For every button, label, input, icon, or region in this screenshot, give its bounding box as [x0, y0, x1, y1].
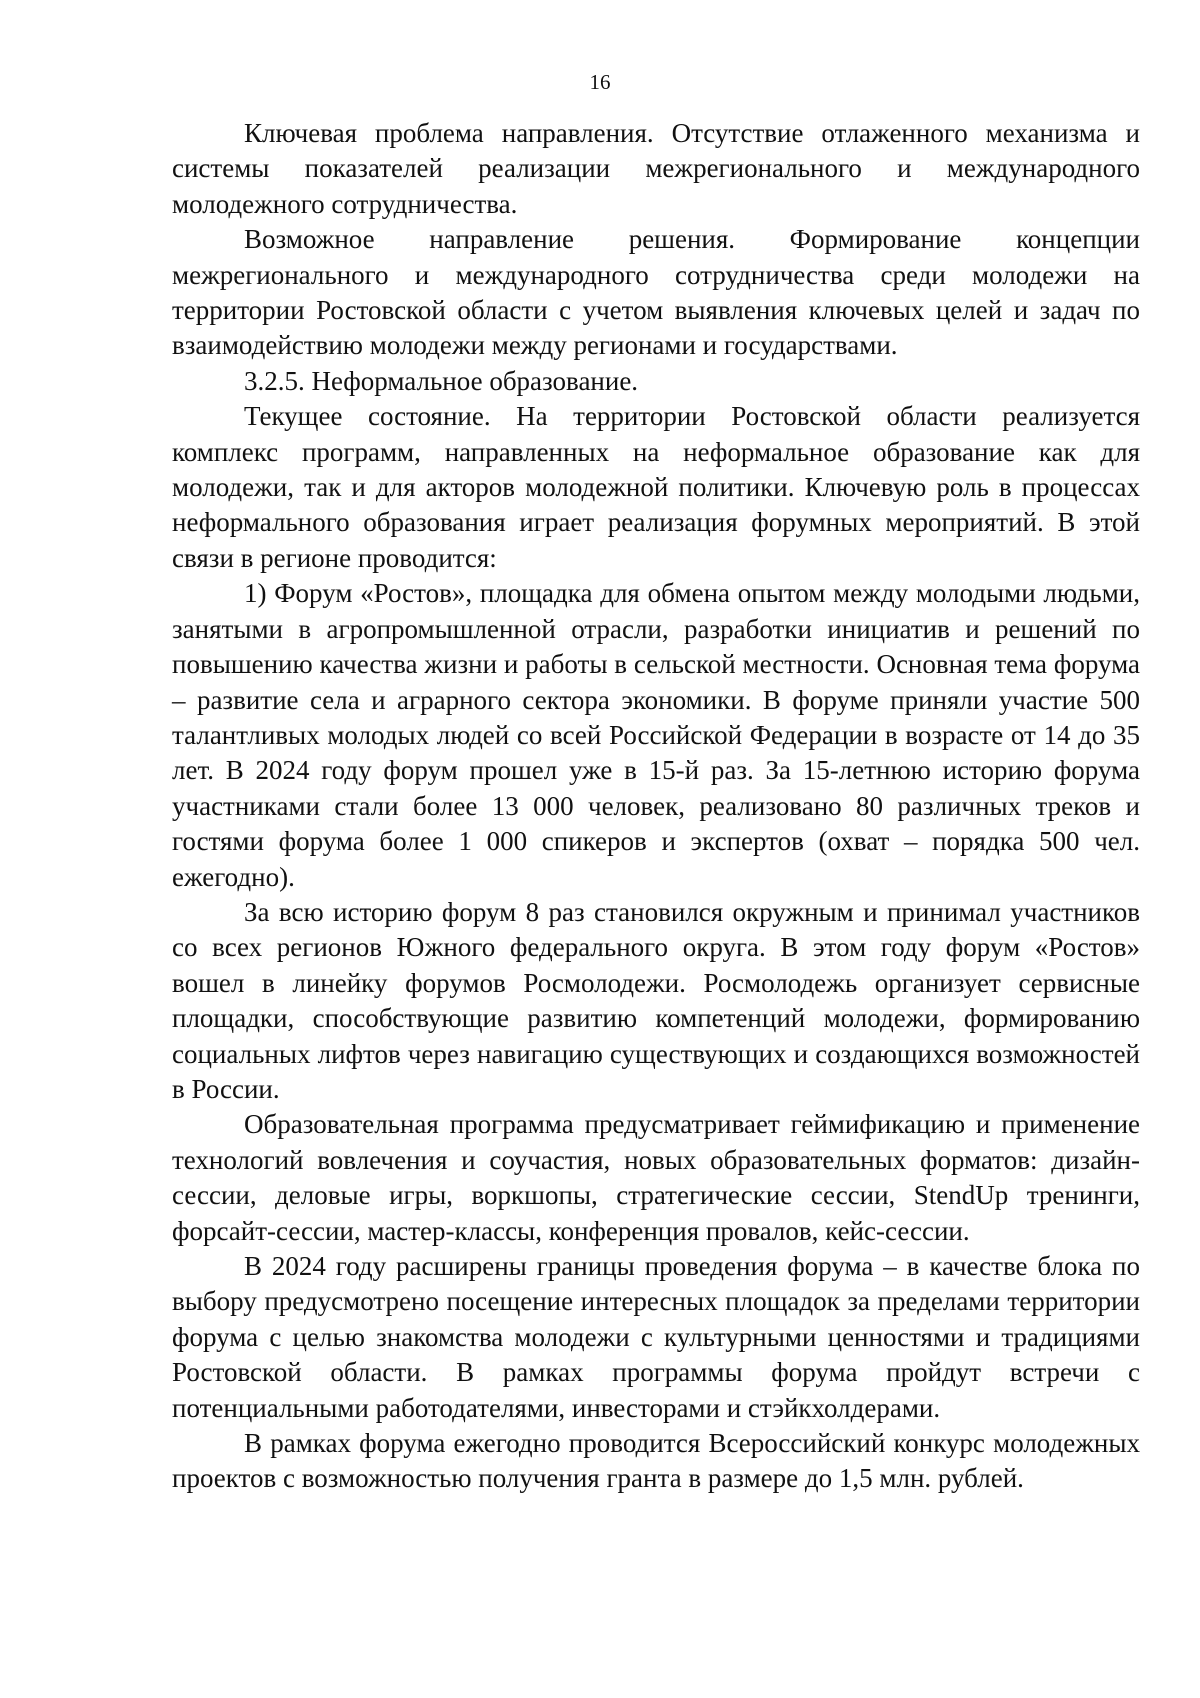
- paragraph-forum-history: За всю историю форум 8 раз становился окружным и принимал участников со всех регионов Южного федерального округа. В этом году форум «Ростов» вошел в линейку форумов Росмолодежи. Росмолодежь организует сервисные площадки, способствующие развитию компетенций молодежи, формированию социальных лифтов через навигацию существующих и создающихся возможностей в России.: [172, 896, 1140, 1104]
- paragraph-key-problem: Ключевая проблема направления. Отсутствие отлаженного механизма и системы показателей реализации межрегионального и международного молодежного сотрудничества.: [172, 118, 1140, 219]
- paragraph-grant-contest: В рамках форума ежегодно проводится Всероссийский конкурс молодежных проектов с возможностью получения гранта в размере до 1,5 млн. рублей.: [172, 1428, 1140, 1494]
- page-number: 16: [589, 70, 611, 94]
- page-body: [172, 116, 1140, 1497]
- list-item-forum-rostov: 1) Форум «Ростов», площадка для обмена опытом между молодыми людьми, занятыми в агропромышленной отрасли, разработки инициатив и решений по повышению качества жизни и работы в сельской местности. Основная тема форума – развитие села и аграрного сектора экономики. В форуме приняли участие 500 талантливых молодых людей со всей Российской Федерации в возрасте от 14 до 35 лет. В 2024 году форум прошел уже в 15-й раз. За 15-летнюю историю форума участниками стали более 13 000 человек, реализовано 80 различных треков и гостями форума более 1 000 спикеров и экспертов (охват – порядка 500 чел. ежегодно).: [172, 578, 1140, 892]
- paragraph-current-state: Текущее состояние. На территории Ростовской области реализуется комплекс программ, направленных на неформальное образование как для молодежи, так и для акторов молодежной политики. Ключевую роль в процессах неформального образования играет реализация форумных мероприятий. В этой связи в регионе проводится:: [172, 401, 1140, 573]
- paragraph-forum-2024: В 2024 году расширены границы проведения форума – в качестве блока по выбору предусмотрено посещение интересных площадок за пределами территории форума с целью знакомства молодежи с культурными ценностями и традициями Ростовской области. В рамках программы форума пройдут встречи с потенциальными работодателями, инвесторами и стэйкхолдерами.: [172, 1251, 1140, 1423]
- section-heading-informal-education: 3.2.5. Неформальное образование.: [244, 365, 639, 396]
- paragraph-educational-program: Образовательная программа предусматривает геймификацию и применение технологий вовлечения и соучастия, новых образовательных форматов: дизайн-сессии, деловые игры, воркшопы, стратегические сессии, StendUp тренинги, форсайт-сессии, мастер-классы, конференция провалов, кейс-сессии.: [172, 1109, 1140, 1246]
- paragraph-possible-solution: Возможное направление решения. Формирование концепции межрегионального и международного сотрудничества среди молодежи на территории Ростовской области с учетом выявления ключевых целей и задач по взаимодействию молодежи между регионами и государствами.: [172, 224, 1140, 361]
